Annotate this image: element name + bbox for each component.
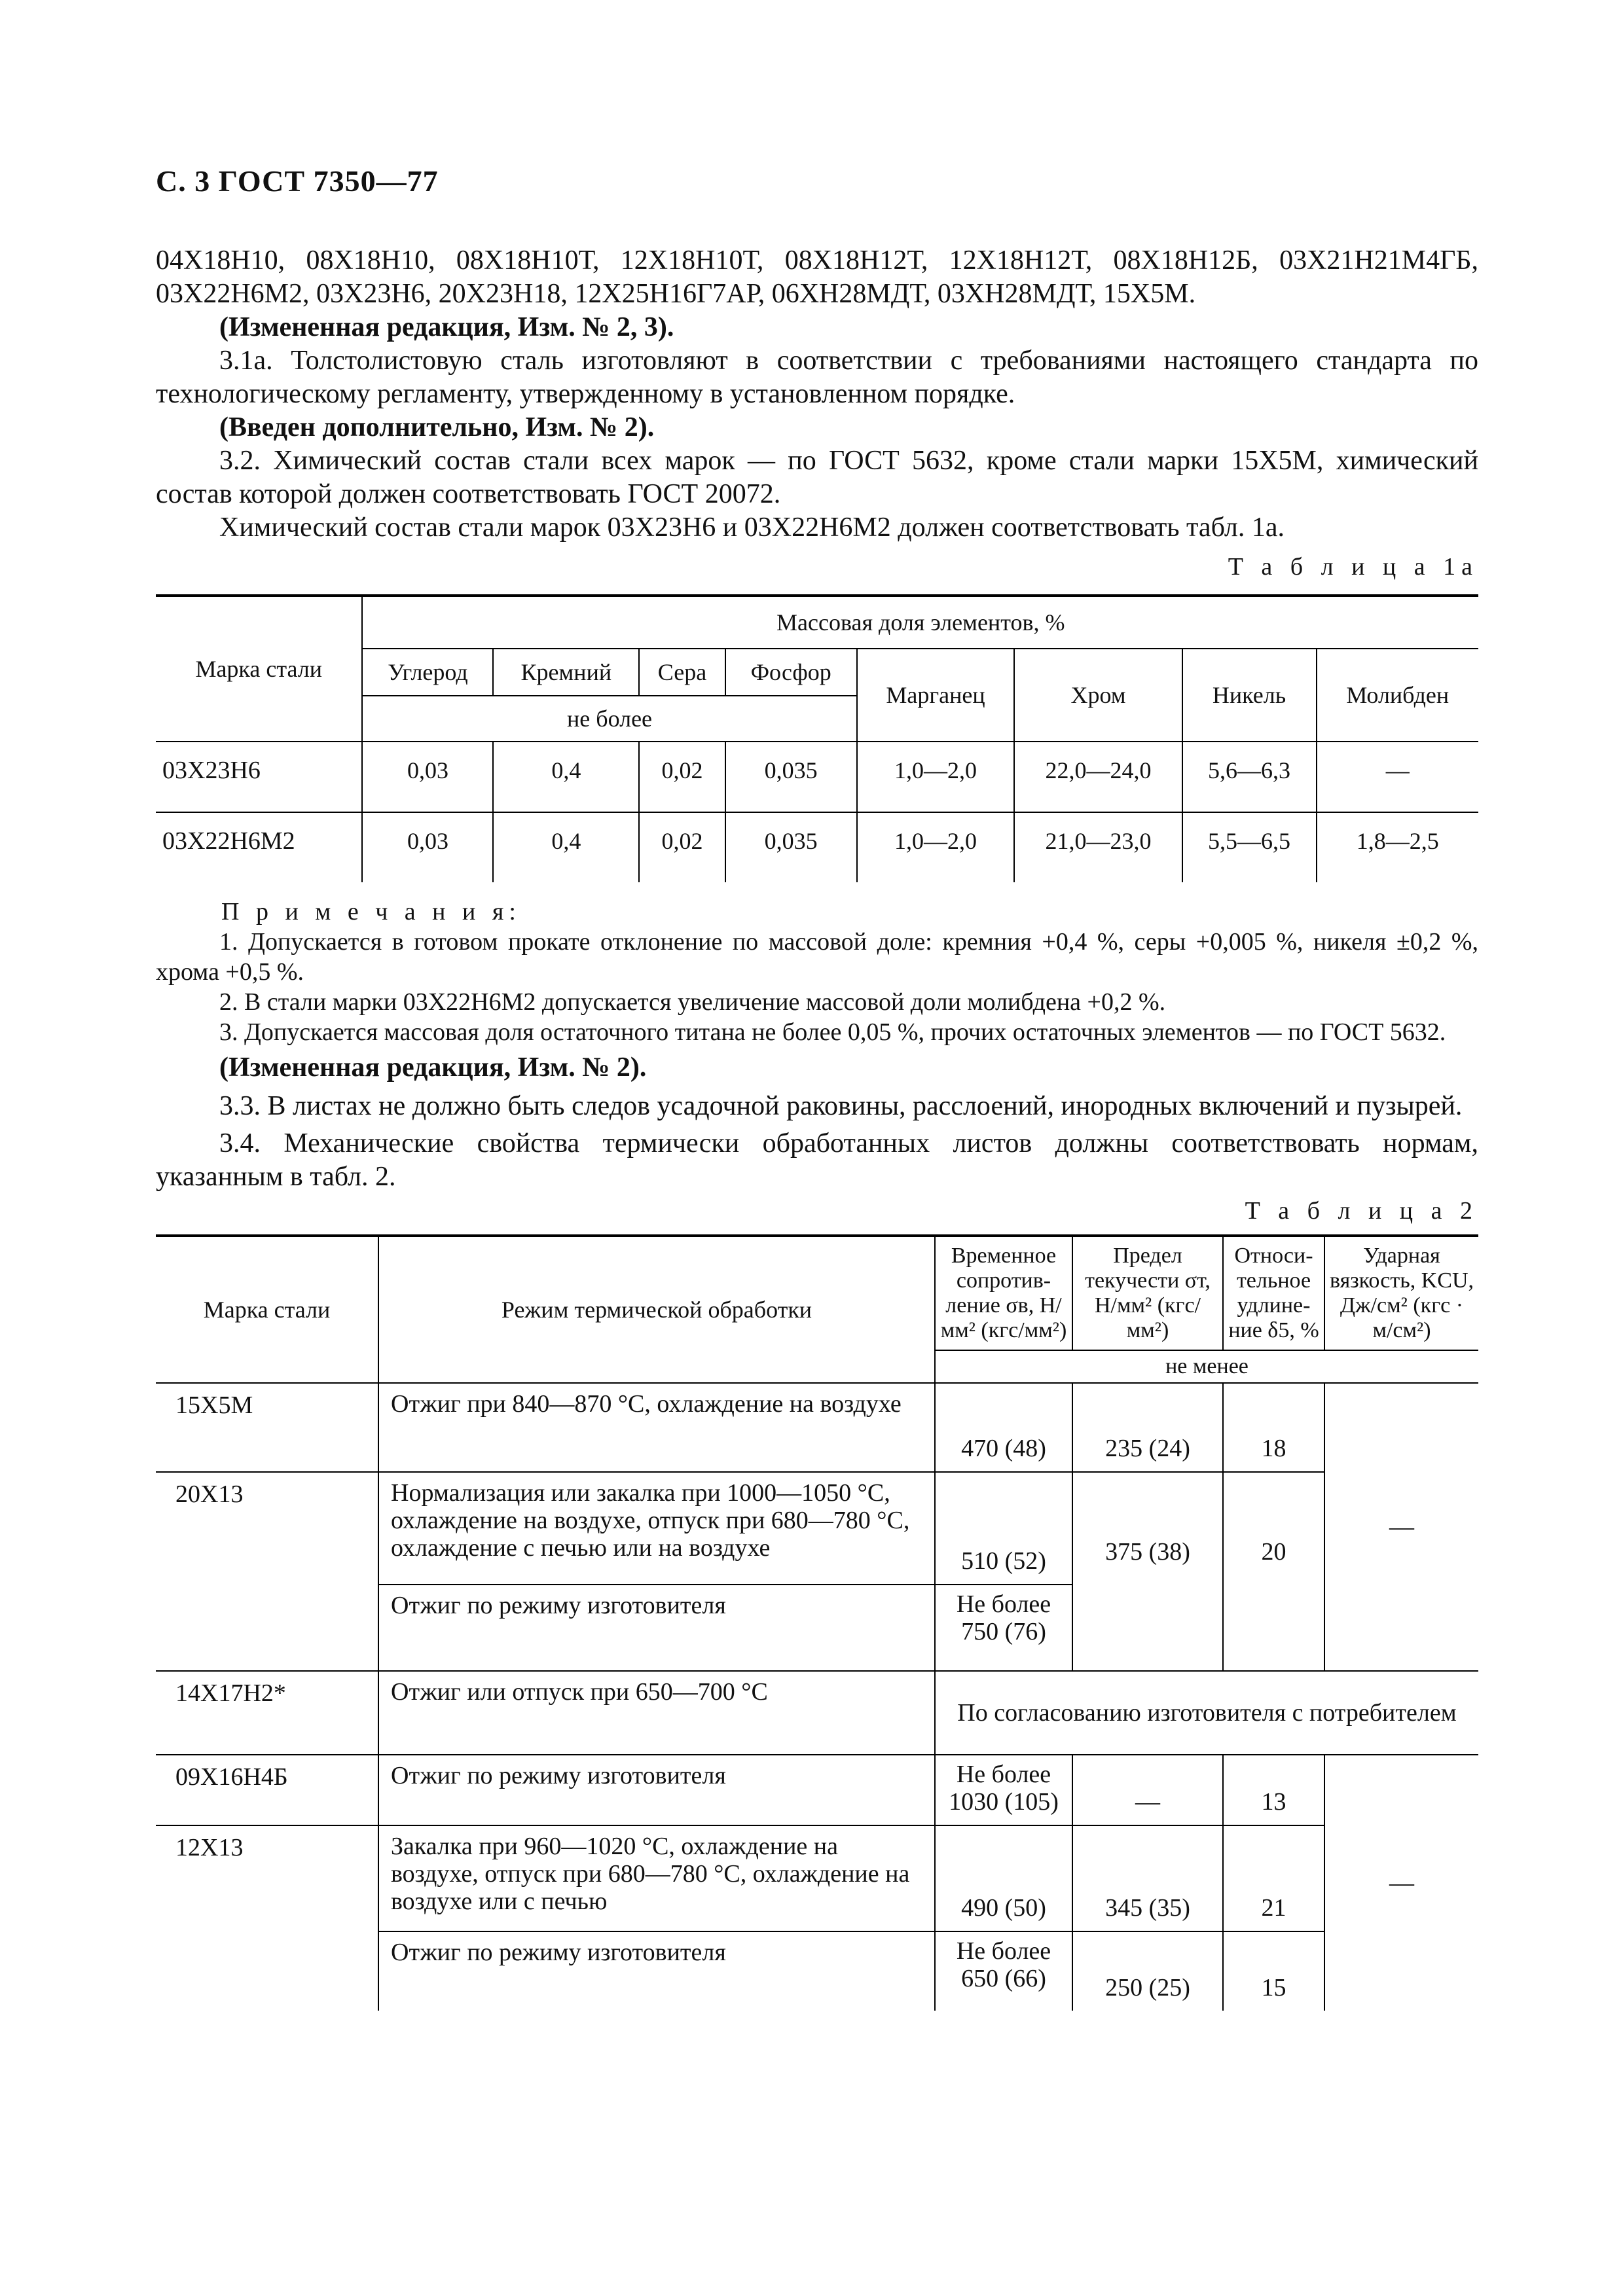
table-header: Относи-тельное удлине-ние δ5, %: [1223, 1236, 1324, 1350]
table-row: Отжиг по режиму изготовителя Не более 750 (76): [156, 1585, 1478, 1671]
table-row: 09Х16Н4Б Отжиг по режиму изготовителя Не более 1030 (105) — 13 —: [156, 1755, 1478, 1825]
table-header: Хром: [1014, 649, 1182, 742]
amendment-note: (Введен дополнительно, Изм. № 2).: [219, 412, 655, 442]
table-header: не более: [362, 696, 856, 742]
table-1a-caption: Т а б л и ц а 1а: [1228, 553, 1478, 581]
table-row: Отжиг по режиму изготовителя Не более 650 (66) 250 (25) 15: [156, 1931, 1478, 2011]
table-row: 20Х13 Нормализация или закалка при 1000—1050 °С, охлаждение на воздухе, отпуск при 680—780 °С, охлаждение с печью или на воздухе 510 (52) 375 (38) 20: [156, 1472, 1478, 1585]
table-header: Марка стали: [156, 1236, 378, 1383]
table-row: 03Х23Н6 0,03 0,4 0,02 0,035 1,0—2,0 22,0—24,0 5,6—6,3 —: [156, 742, 1478, 812]
table-header: Никель: [1182, 649, 1317, 742]
table-row: 14Х17Н2* Отжиг или отпуск при 650—700 °С По согласованию изготовителя с потребителем: [156, 1671, 1478, 1755]
clause-3-2: 3.2. Химический состав стали всех марок — по ГОСТ 5632, кроме стали марки 15Х5М, химический состав которой должен соответствовать ГОСТ 20072.: [156, 446, 1478, 509]
steel-grades-list: 04Х18Н10, 08Х18Н10, 08Х18Н10Т, 12Х18Н10Т, 08Х18Н12Т, 12Х18Н12Т, 08Х18Н12Б, 03Х21Н21М4ГБ, 03Х22Н6М2, 03Х23Н6, 20Х23Н18, 12Х25Н16Г7АР, 06ХН28МДТ, 03ХН28МДТ, 15Х5М.: [156, 245, 1478, 309]
notes-block: [156, 897, 1478, 1047]
note-3: 3. Допускается массовая доля остаточного титана не более 0,05 %, прочих остаточных элементов — по ГОСТ 5632.: [219, 1018, 1446, 1046]
table-header: Массовая доля элементов, %: [362, 596, 1478, 649]
table-header: Марка стали: [156, 596, 362, 742]
clause-3-1a: 3.1а. Толстолистовую сталь изготовляют в соответствии с требованиями настоящего стандарта по технологическому регламенту, утвержденному в установленном порядке.: [156, 346, 1478, 409]
clause-3-2-continued: Химический состав стали марок 03Х23Н6 и 03Х22Н6М2 должен соответствовать табл. 1а.: [219, 512, 1285, 543]
table-header: Сера: [639, 649, 725, 696]
page-header: С. 3 ГОСТ 7350—77: [156, 164, 439, 198]
table-header: Ударная вязкость, KCU, Дж/см² (кгс · м/см²): [1324, 1236, 1478, 1350]
table-header: Предел текучести σт, Н/мм² (кгс/мм²): [1072, 1236, 1223, 1350]
table-header: Марганец: [857, 649, 1015, 742]
note-1: 1. Допускается в готовом прокате отклонение по массовой доле: кремния +0,4 %, серы +0,005 %, никеля ±0,2 %, хрома +0,5 %.: [156, 928, 1478, 986]
table-header: Режим термической обработки: [378, 1236, 935, 1383]
table-2: [156, 1234, 1478, 2011]
table-header: не менее: [935, 1350, 1478, 1383]
table-header: Кремний: [493, 649, 639, 696]
clause-3-4: 3.4. Механические свойства термически обработанных листов должны соответствовать нормам, указанным в табл. 2.: [156, 1128, 1478, 1192]
table-1a: [156, 594, 1478, 882]
document-page: [156, 164, 1478, 2011]
note-2: 2. В стали марки 03Х22Н6М2 допускается увеличение массовой доли молибдена +0,2 %.: [219, 988, 1166, 1016]
table-row: 15Х5М Отжиг при 840—870 °С, охлаждение на воздухе 470 (48) 235 (24) 18 —: [156, 1383, 1478, 1472]
amendment-note: (Измененная редакция, Изм. № 2, 3).: [219, 312, 674, 342]
table-header: Углерод: [362, 649, 493, 696]
amendment-note: (Измененная редакция, Изм. № 2).: [219, 1052, 647, 1083]
clause-3-3: 3.3. В листах не должно быть следов усадочной раковины, расслоений, инородных включений и пузырей.: [219, 1091, 1463, 1121]
notes-title: П р и м е ч а н и я:: [221, 898, 521, 925]
table-header: Временное сопротив-ление σв, Н/мм² (кгс/мм²): [935, 1236, 1072, 1350]
table-header: Молибден: [1317, 649, 1479, 742]
table-header: Фосфор: [725, 649, 857, 696]
table-row: 12Х13 Закалка при 960—1020 °С, охлаждение на воздухе, отпуск при 680—780 °С, охлаждение на воздухе или с печью 490 (50) 345 (35) 21: [156, 1825, 1478, 1931]
table-2-caption: Т а б л и ц а 2: [1245, 1197, 1478, 1225]
table-row: 03Х22Н6М2 0,03 0,4 0,02 0,035 1,0—2,0 21,0—23,0 5,5—6,5 1,8—2,5: [156, 812, 1478, 882]
